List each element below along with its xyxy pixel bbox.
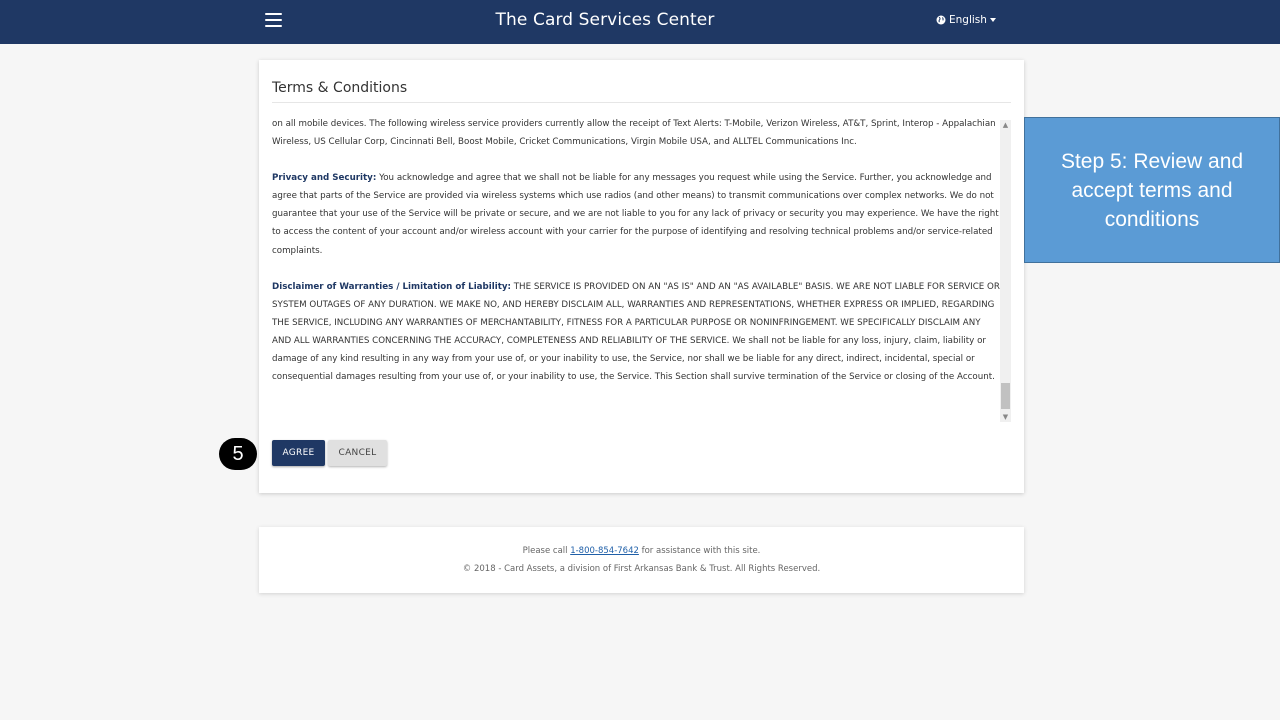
privacy-paragraph (272, 169, 1000, 259)
terms-scroll-area[interactable] (272, 115, 1000, 423)
globe-icon (936, 15, 946, 25)
privacy-heading: Privacy and Security: (272, 173, 377, 184)
scroll-down-arrow-icon[interactable]: ▼ (1002, 413, 1009, 421)
terms-title: Terms & Conditions (272, 80, 408, 96)
terms-scrollbar[interactable] (1000, 120, 1011, 422)
agree-button[interactable]: AGREE (272, 440, 325, 466)
copyright-text: © 2018 - Card Assets, a division of First Arkansas Bank & Trust. All Rights Reserved. (462, 564, 821, 574)
callout-text: Step 5: Review and accept terms and conditions (1060, 149, 1244, 231)
scrollbar-thumb[interactable] (1001, 383, 1010, 409)
disclaimer-heading: Disclaimer of Warranties / Limitation of Liability: (272, 281, 511, 292)
title-divider (272, 102, 1011, 103)
scroll-up-arrow-icon[interactable]: ▲ (1002, 121, 1009, 129)
phone-link[interactable]: 1-800-854-7642 (570, 546, 639, 556)
disclaimer-text: THE SERVICE IS PROVIDED ON AN "AS IS" AND AN "AS AVAILABLE" BASIS. WE ARE NOT LIABLE FOR SERVICE OR SYSTEM OUTAGES OF ANY DURATION. WE MAKE NO, AND HEREBY DISCLAIM ALL, WARRANTIES AND REPRESENTATIONS, WHETHER EXPRESS OR IMPLIED, REGARDING THE SERVICE, INCLUDING ANY WARRANTIES OF MERCHANTABILITY, FITNESS FOR A PARTICULAR PURPOSE OR NONINFRINGEMENT. WE SPECIFICALLY DISCLAIM ANY AND ALL WARRANTIES CONCERNING THE ACCURACY, COMPLETENESS AND RELIABILITY OF THE SERVICE. We shall not be liable for any loss, injury, claim, liability or damage of any kind resulting in any way from your use of, or your inability to use, the Service, nor shall we be liable for any direct, indirect, incidental, special or consequential damages resulting from your use of, or your inability to use, the Service. This Section shall survive termination of the Service or closing of the Account. (272, 281, 1000, 383)
language-label: English (949, 14, 987, 26)
assistance-suffix: for assistance with this site. (638, 546, 761, 556)
privacy-text: You acknowledge and agree that we shall not be liable for any messages you request while using the Service. Further, you acknowledge and agree that parts of the Service are provided via wireless systems which use radios (and other means) to transmit communications over complex networks. We do not guarantee that your use of the Service will be private or secure, and we are not liable to you for any lack of privacy or security you may experience. We have the right to access the content of your account and/or wireless account with your carrier for the purpose of identifying and resolving technical problems and/or service-related complaints. (272, 173, 999, 256)
top-navbar (0, 0, 1280, 44)
footer (259, 527, 1024, 593)
instruction-callout (1024, 117, 1280, 263)
assistance-line (259, 546, 1024, 556)
terms-intro-paragraph: on all mobile devices. The following wireless service providers currently allow the receipt of Text Alerts: T-Mobile, Verizon Wireless, AT&T, Sprint, Interop - Appalachian Wireless, US Cellular Corp, Cincinnati Bell, Boost Mobile, Cricket Communications, Virgin Mobile USA, and ALLTEL Communications Inc. (272, 119, 996, 148)
caret-down-icon (990, 18, 996, 22)
site-title: The Card Services Center (495, 10, 715, 30)
language-selector[interactable] (936, 14, 996, 26)
cancel-button[interactable]: CANCEL (328, 440, 387, 466)
terms-card (259, 60, 1024, 493)
disclaimer-paragraph (272, 278, 1000, 387)
assistance-prefix: Please call (522, 546, 571, 556)
step-number-badge: 5 (219, 438, 257, 470)
